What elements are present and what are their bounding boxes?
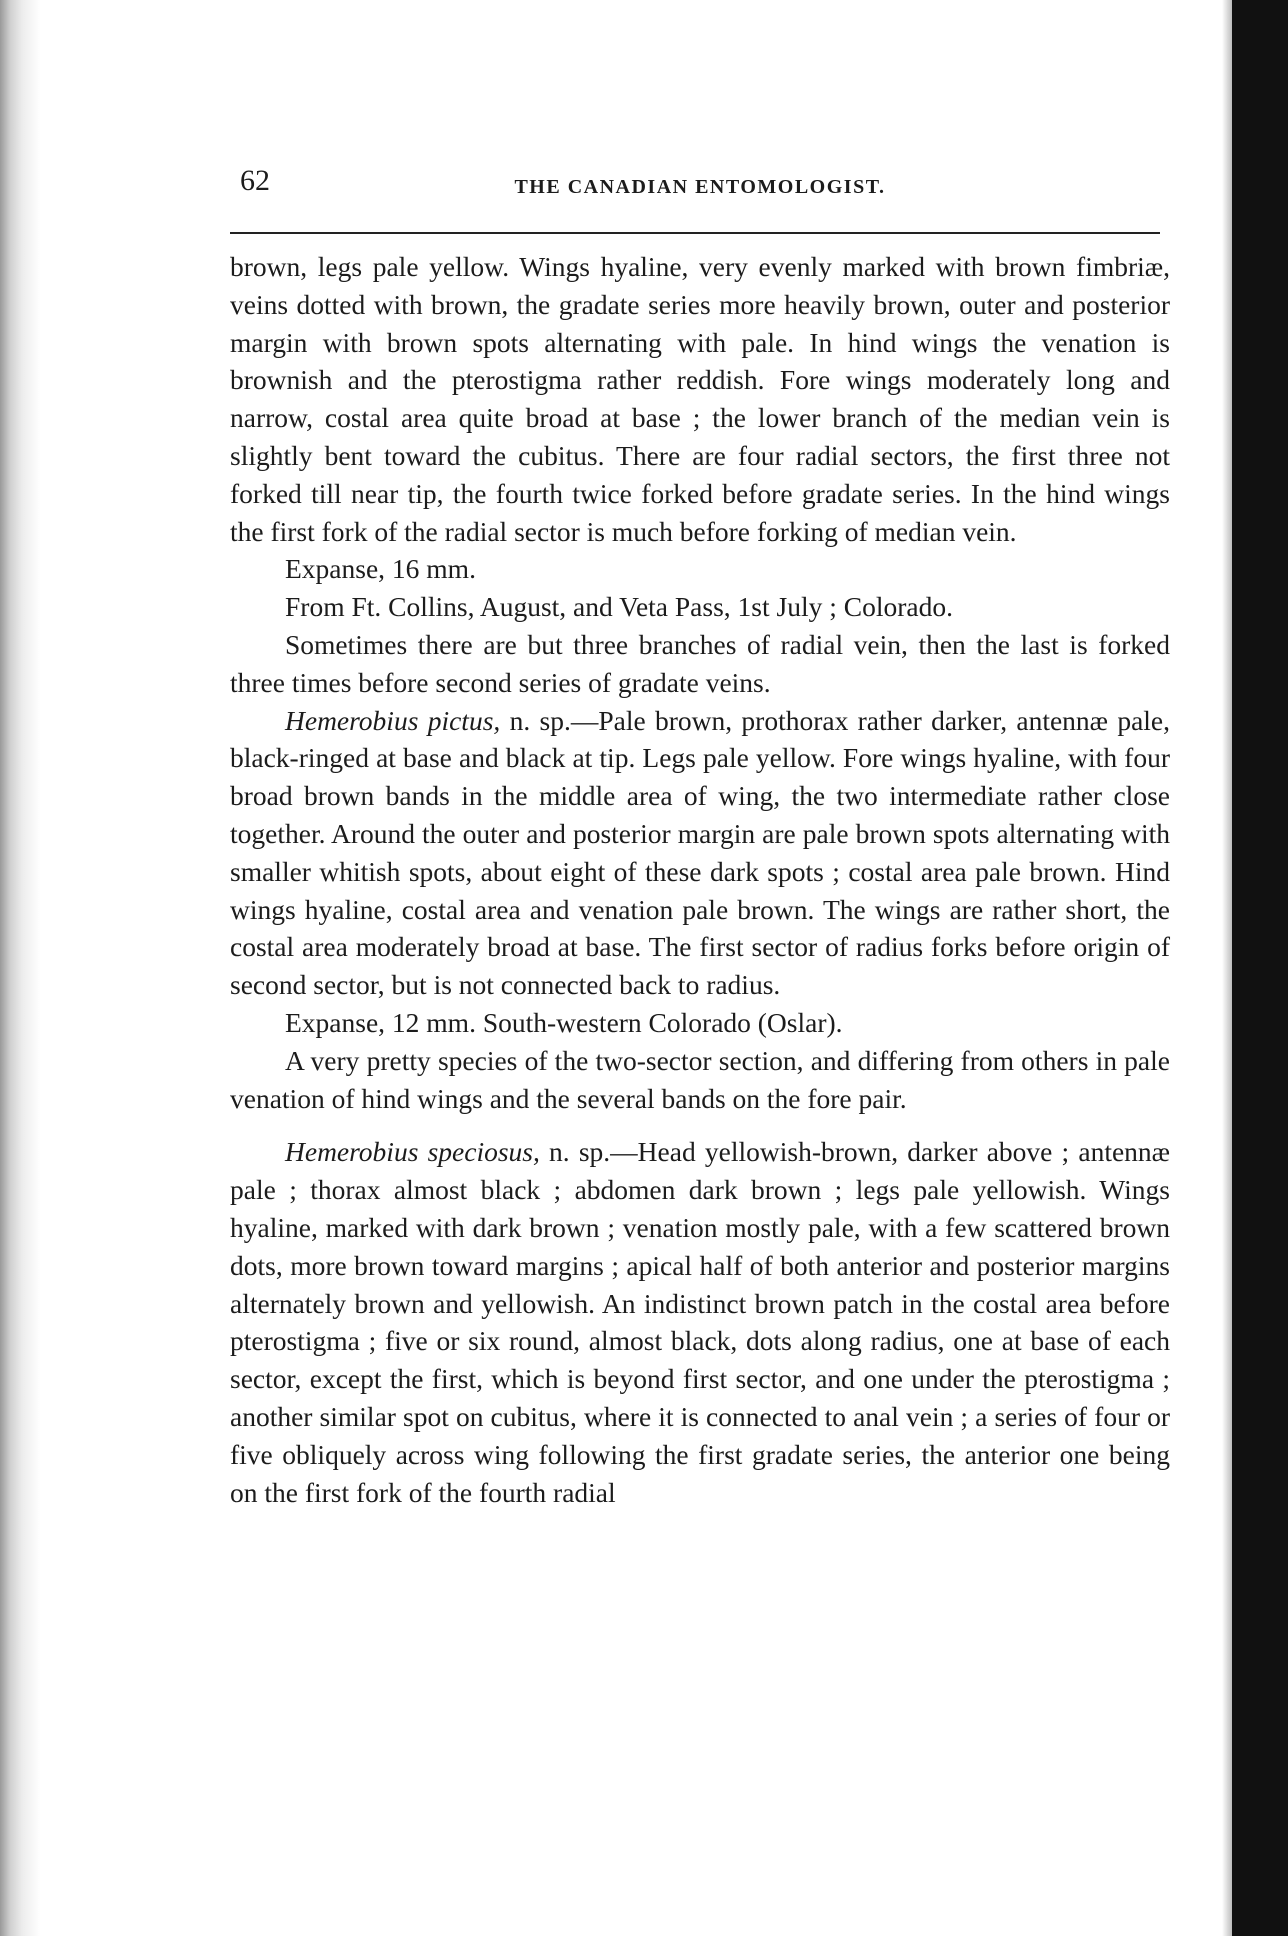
species-name: Hemerobius pictus, <box>285 704 501 736</box>
species-description: n. sp.—Pale brown, prothorax rather darker, antennæ pale, black-ringed at base and black at tip. Legs pale yellow. Fore wings hyaline, with four broad brown bands in the middle area of wing, the two intermediate rather close together. Around the outer and posterior margin are pale brown spots alternating with smaller whitish spots, about eight of these dark spots ; costal area pale brown. Hind wings hyaline, costal area and venation pale brown. The wings are rather short, the costal area moderately broad at base. The first sector of radius forks before origin of second sector, but is not connected back to radius. <box>230 704 1171 1001</box>
running-title: THE CANADIAN ENTOMOLOGIST. <box>514 176 886 198</box>
species-paragraph <box>230 1133 1170 1511</box>
species-description: n. sp.—Head yellowish-brown, darker above ; antennæ pale ; thorax almost black ; abdomen dark brown ; legs pale yellowish. Wings hyaline, marked with dark brown ; venation mostly pale, with a few scattered brown dots, more brown toward margins ; apical half of both anterior and posterior margins alternately brown and yellowish. An indistinct brown patch in the costal area before pterostigma ; five or six round, almost black, dots along radius, one at base of each sector, except the first, which is beyond first sector, and one under the pterostigma ; another similar spot on cubitus, where it is connected to anal vein ; a series of four or five obliquely across wing following the first gradate series, the anterior one being on the first fork of the fourth radial <box>230 1136 1171 1508</box>
paragraph: brown, legs pale yellow. Wings hyaline, very evenly marked with brown fimbriæ, veins dotted with brown, the gradate series more heavily brown, outer and posterior margin with brown spots alternating with pale. In hind wings the venation is brownish and the pterostigma rather reddish. Fore wings moderately long and narrow, costal area quite broad at base ; the lower branch of the median vein is slightly bent toward the cubitus. There are four radial sectors, the first three not forked till near tip, the fourth twice forked before gradate series. In the hind wings the first fork of the radial sector is much before forking of median vein. <box>230 251 1170 547</box>
paragraph: A very pretty species of the two-sector section, and differing from others in pale venation of hind wings and the several bands on the fore pair. <box>230 1044 1170 1114</box>
book-page <box>230 160 1170 1511</box>
page-right-border <box>1232 0 1288 1936</box>
page-right-edge-shadow <box>1222 0 1232 1936</box>
paragraph: Expanse, 16 mm. <box>285 553 476 585</box>
page-left-edge-shadow <box>0 0 40 1936</box>
header-rule <box>230 232 1160 234</box>
page-header <box>230 160 1170 210</box>
paragraph: Sometimes there are but three branches of radial vein, then the last is forked three times before second series of gradate veins. <box>230 628 1170 698</box>
page-number: 62 <box>240 164 270 197</box>
species-name: Hemerobius speciosus, <box>285 1136 540 1168</box>
body-text <box>230 248 1170 1511</box>
species-paragraph <box>230 702 1170 1004</box>
paragraph: From Ft. Collins, August, and Veta Pass, 1st July ; Colorado. <box>285 591 953 623</box>
paragraph: Expanse, 12 mm. South-western Colorado (Oslar). <box>285 1006 843 1038</box>
